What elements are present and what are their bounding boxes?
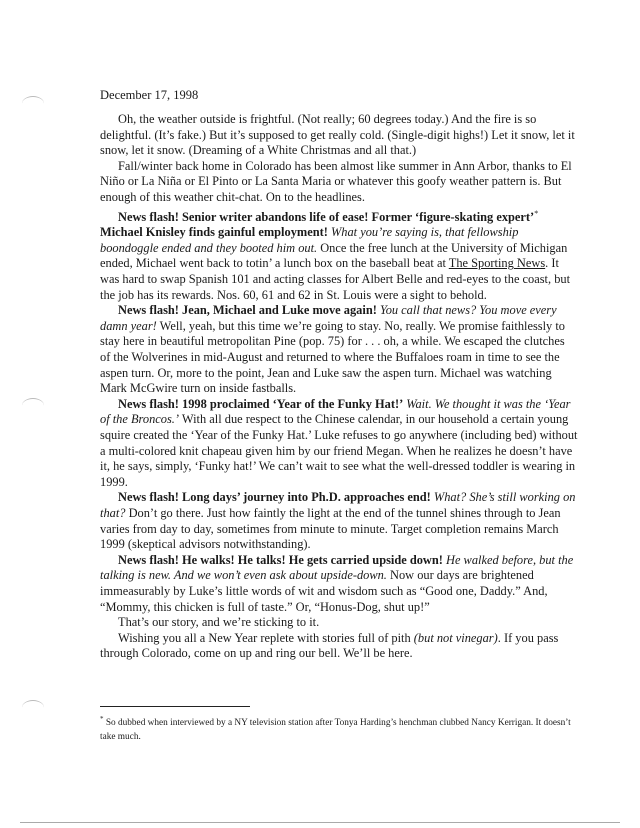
text-luke: Now our days are brightened immeasurably by Luke’s little words of wit and wisdom such as “Good one, Daddy.” And, “Mommy, this chicken is full of taste.” Or, “Honus-Dog, shut up!” — [100, 568, 548, 614]
aside-broncos: Wait. We thought it was the ‘Year of the Broncos.’ — [100, 396, 571, 427]
paragraph-michael-job — [100, 206, 578, 304]
headline-funky-hat: News flash! 1998 proclaimed ‘Year of the Funky Hat!’ — [118, 396, 404, 411]
aside-vinegar: (but not vinegar) — [413, 630, 498, 645]
scan-mark-bottom — [22, 700, 44, 715]
footnote — [100, 712, 578, 744]
text-phd: Don’t go there. Just how faintly the light at the end of the tunnel shines through to Jean varies from day to day, sometimes from minute to minute. Target completion remains March 1999 (skeptical advisors notwithstanding). — [100, 505, 561, 552]
headline-gainful-employment: Michael Knisley finds gainful employment! — [100, 225, 328, 240]
scan-mark-middle — [22, 398, 44, 413]
text-michael-job: Once the free lunch at the University of Michigan ended, Michael went back to totin’ a lunch box on the baseball beat at — [100, 240, 568, 271]
paragraph-luke — [100, 553, 578, 615]
text-funky-hat: With all due respect to the Chinese calendar, in our household a certain young squire created the ‘Year of the Funky Hat.’ Luke refuses to go anywhere (including bed) without a multi-colored knit chapeau given him by our friend Megan. When he realizes he doesn’t have it, he says, simply, ‘Funky hat!’ We can’t wait to see what the well-dressed toddler is wearing in 1999. — [100, 412, 578, 489]
letter-body — [100, 112, 578, 662]
publication-name: The Sporting News — [448, 256, 546, 271]
paragraph-wishes — [100, 631, 578, 662]
letter-date: December 17, 1998 — [100, 88, 199, 102]
paragraph-funky-hat — [100, 397, 578, 491]
headline-senior-writer: News flash! Senior writer abandons life of ease! Former ‘figure-skating expert’ — [118, 209, 535, 224]
scan-edge-line — [20, 822, 620, 823]
paragraph-story: That’s our story, and we’re sticking to it. — [118, 615, 320, 630]
aside-talking: He walked before, but the talking is new. And we won’t even ask about upside-down. — [100, 552, 574, 583]
text-move: Well, yeah, but this time we’re going to stay. No, really. We promise faithlessly to stay here in beautiful metropolitan Pine (pop. 75) for . . . oh, a while. We escaped the clutches of the Wolverines in mid-August and returned to where the Buffaloes roam in time to see the aspen turn. Or, more to the point, Jean and Luke saw the aspen turn. Michael was watching Mark McGwire turn on inside fastballs. — [100, 318, 565, 396]
paragraph-weather: Oh, the weather outside is frightful. (Not really; 60 degrees today.) And the fire is so delightful. (It’s fake.) But it’s supposed to get really cold. (Single-digit highs!) Let it snow, let it snow, let it snow. (Dreaming of a White Christmas and all that.) — [100, 112, 575, 158]
text-michael-job-end: . It was hard to swap Spanish 101 and acting classes for Albert Belle and red-eyes to the coast, but the job has its rewards. Nos. 60, 61 and 62 in St. Louis were a sight to behold. — [100, 256, 571, 302]
aside-fellowship: What you’re saying is, that fellowship boondoggle ended and they booted him out. — [100, 225, 519, 255]
headline-move-again: News flash! Jean, Michael and Luke move again! — [118, 303, 377, 318]
footnote-divider — [100, 706, 250, 707]
headline-phd: News flash! Long days’ journey into Ph.D. approaches end! — [118, 490, 431, 505]
footnote-text: So dubbed when interviewed by a NY television station after Tonya Harding’s henchman clubbed Nancy Kerrigan. It doesn’t take much. — [100, 718, 571, 743]
aside-move: You call that news? You move every damn year! — [100, 303, 557, 333]
paragraph-move — [100, 303, 578, 397]
paragraph-colorado: Fall/winter back home in Colorado has been almost like summer in Ann Arbor, thanks to El Niño or La Niña or El Pinto or La Santa Maria or whatever this goofy weather pattern is. But enough of this weather chit-chat. On to the headlines. — [100, 158, 572, 204]
scan-mark-top — [22, 96, 44, 111]
footnote-mark: * — [100, 715, 104, 723]
headline-walks-talks: News flash! He walks! He talks! He gets carried upside down! — [118, 552, 443, 567]
text-wishes-end: . If you pass through Colorado, come on up and ring our bell. We’ll be here. — [100, 630, 559, 661]
paragraph-phd — [100, 490, 578, 552]
text-wishes: Wishing you all a New Year replete with stories full of pith — [118, 630, 414, 645]
footnote-reference: * — [534, 208, 539, 218]
aside-phd: What? She’s still working on that? — [100, 490, 576, 520]
